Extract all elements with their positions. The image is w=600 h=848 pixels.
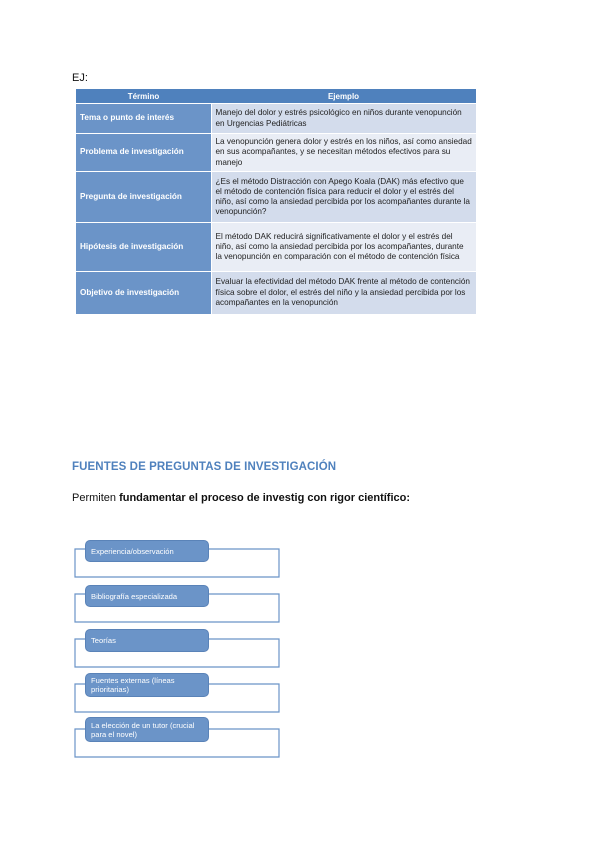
intro-plain-text: Permiten (72, 492, 120, 504)
source-label: Teorías (91, 636, 116, 645)
example-cell: La venopunción genera dolor y estrés en los niños, así como ansiedad en sus acompañantes, y se necesitan métodos efectivos para su manejo (211, 134, 476, 172)
example-cell: Manejo del dolor y estrés psicológico en niños durante venopunción en Urgencias Pediátricas (211, 104, 476, 134)
intro-bold-text: fundamentar el proceso de investig con rigor científico: (119, 492, 411, 504)
section-title: FUENTES DE PREGUNTAS DE INVESTIGACIÓN (72, 461, 337, 473)
term-cell: Objetivo de investigación (76, 272, 211, 314)
source-box-experience (85, 540, 209, 562)
source-box-bibliography (85, 585, 209, 607)
example-label: EJ: (72, 72, 88, 84)
source-label: La elección de un tutor (crucial para el novel) (91, 720, 195, 739)
term-cell: Hipótesis de investigación (76, 223, 211, 272)
term-cell: Pregunta de investigación (76, 172, 211, 223)
source-box-tutor (85, 717, 209, 742)
source-label: Fuentes externas (líneas prioritarias) (91, 676, 175, 694)
source-label: Experiencia/observación (91, 546, 174, 556)
example-cell: Evaluar la efectividad del método DAK frente al método de contención física sobre el dolor, el estrés del niño y la ansiedad percibida por los acompañantes en la venopunción (211, 272, 476, 314)
term-cell: Problema de investigación (76, 134, 211, 172)
example-cell: ¿Es el método Distracción con Apego Koala (DAK) más efectivo que el método de contención física para reducir el dolor y el estrés del niño, así como la ansiedad percibida por los acompañantes durante la venopunción? (211, 172, 476, 223)
column-header-example: Ejemplo (211, 89, 476, 104)
source-box-external (85, 673, 209, 697)
term-cell: Tema o punto de interés (76, 104, 211, 134)
source-box-theories (85, 629, 209, 652)
source-label: Bibliografía especializada (91, 591, 178, 601)
example-cell: El método DAK reducirá significativamente el dolor y el estrés del niño, así como la ansiedad percibida por los acompañantes, durante la venopunción en comparación con el método de contención física (211, 223, 476, 272)
column-header-term: Término (76, 89, 211, 104)
